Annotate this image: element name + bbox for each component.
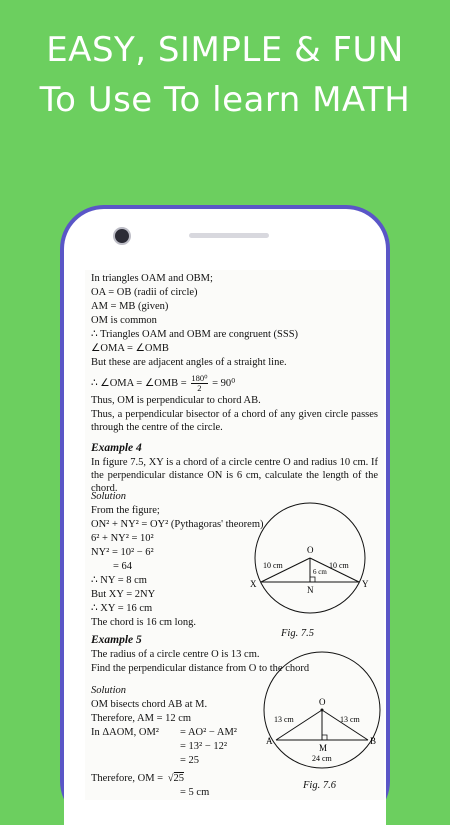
equation-lhs: ∴ ∠OMA = ∠OMB = <box>91 377 187 389</box>
fraction-numerator: 180⁰ <box>191 373 208 383</box>
headline-line-1: EASY, SIMPLE & FUN <box>46 30 404 70</box>
speaker-grille <box>189 233 269 238</box>
length-right: 13 cm <box>340 715 360 724</box>
text-line: In ΔAOM, OM² <box>91 727 159 738</box>
text-line: ∴ Triangles OAM and OBM are congruent (SSS) <box>91 329 299 340</box>
text-line: OM bisects chord AB at M. <box>91 699 208 710</box>
example-5-heading: Example 5 <box>91 634 142 646</box>
text-line: OA = OB (radii of circle) <box>91 287 198 298</box>
fraction-denominator: 2 <box>197 383 202 393</box>
equation-line <box>91 374 235 393</box>
text-line: = AO² − AM² <box>180 727 237 738</box>
figure-7-6 <box>260 648 384 778</box>
label-b: B <box>370 736 377 746</box>
camera-icon <box>113 227 131 245</box>
figure-7-5 <box>245 500 375 620</box>
text-line: OM is common <box>91 315 157 326</box>
headline-line-2: To Use To learn MATH <box>39 80 411 120</box>
length-left: 13 cm <box>274 715 294 724</box>
text-line: ON² + NY² = OY² (Pythagoras' theorem) <box>91 519 264 530</box>
sqrt-radicand: 25 <box>173 773 184 784</box>
text-line: But XY = 2NY <box>91 589 156 600</box>
text-line: But these are adjacent angles of a straight line. <box>91 357 287 368</box>
text-line: 6² + NY² = 10² <box>91 533 154 544</box>
text-line: In triangles OAM and OBM; <box>91 273 213 284</box>
length-mid: 6 cm <box>313 568 327 576</box>
label-a: A <box>266 736 273 746</box>
text-line: Therefore, AM = 12 cm <box>91 713 192 724</box>
text-line: = 25 <box>180 755 200 766</box>
solution-heading: Solution <box>91 685 127 696</box>
equation-rhs: = 90⁰ <box>212 377 236 389</box>
text-line: ∴ NY = 8 cm <box>91 575 147 586</box>
figure-7-5-caption: Fig. 7.5 <box>281 628 314 639</box>
label-y: Y <box>362 579 369 589</box>
example-4-heading: Example 4 <box>91 442 142 454</box>
label-m: M <box>319 743 328 753</box>
label-o: O <box>319 697 326 707</box>
right-angle-mark <box>310 577 315 582</box>
length-base: 24 cm <box>312 754 332 763</box>
example-4-text: In figure 7.5, XY is a chord of a circle centre O and radius 10 cm. If the perpendicular distance ON is 6 cm, calculate the length of the chord. <box>91 457 378 494</box>
solution-heading: Solution <box>91 491 127 502</box>
figure-7-6-caption: Fig. 7.6 <box>303 780 336 791</box>
text-line: NY² = 10² − 6² <box>91 547 154 558</box>
equation-lhs: Therefore, OM = <box>91 773 164 784</box>
text-line: Thus, OM is perpendicular to chord AB. <box>91 395 261 406</box>
right-angle-mark <box>322 735 327 740</box>
label-o: O <box>307 545 314 555</box>
label-x: X <box>250 579 257 589</box>
sqrt-symbol: √ <box>167 773 174 784</box>
text-line: Find the perpendicular distance from O to the chord <box>91 663 310 674</box>
text-line: AM = MB (given) <box>91 301 169 312</box>
text-line: The chord is 16 cm long. <box>91 617 196 628</box>
text-line: = 5 cm <box>180 787 210 798</box>
text-line: The radius of a circle centre O is 13 cm. <box>91 649 260 660</box>
text-line: From the figure; <box>91 505 160 516</box>
equation-line <box>91 772 184 785</box>
text-line: = 13² − 12² <box>180 741 228 752</box>
length-left: 10 cm <box>263 561 283 570</box>
text-line: ∴ XY = 16 cm <box>91 603 153 614</box>
length-right: 10 cm <box>329 561 349 570</box>
text-paragraph: Thus, a perpendicular bisector of a chord of any given circle passes through the centre of the circle. <box>91 409 378 433</box>
textbook-page[interactable] <box>85 270 384 800</box>
label-n: N <box>307 585 314 595</box>
text-line: ∠OMA = ∠OMB <box>91 343 169 354</box>
text-line: = 64 <box>113 561 133 572</box>
centre-point <box>321 709 324 712</box>
